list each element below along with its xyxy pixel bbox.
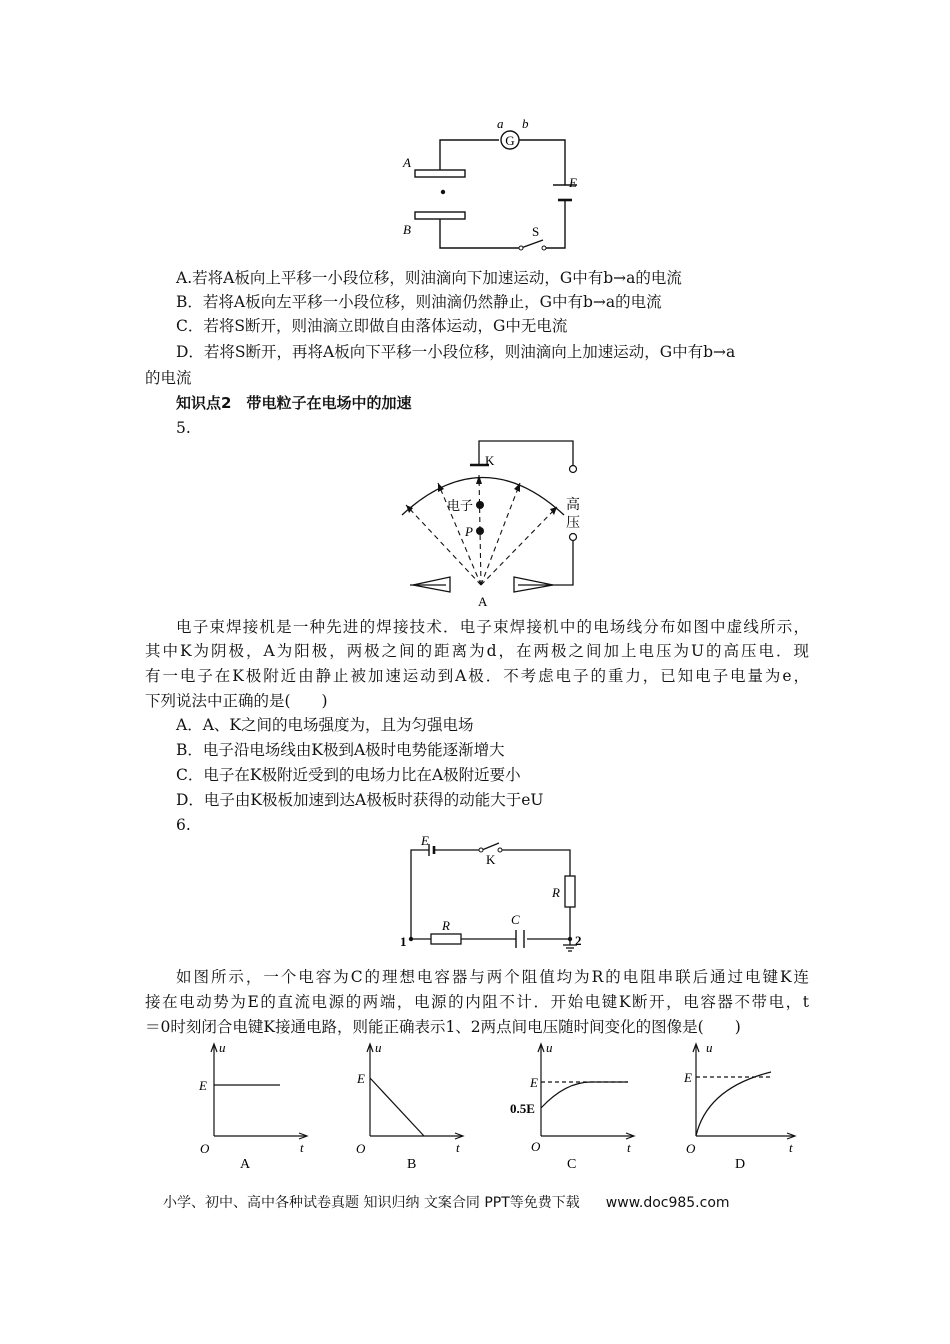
section-heading: 知识点2 带电粒子在电场中的加速 <box>176 394 412 412</box>
graph-d <box>682 1040 807 1175</box>
q4-option-b: B．若将A板向左平移一小段位移，则油滴仍然静止，G中有b→a的电流 <box>176 293 662 311</box>
resistor-bottom-label: R <box>442 918 450 933</box>
graph-d-origin-label: O <box>686 1141 696 1156</box>
graph-d-t-axis-label: t <box>789 1140 793 1155</box>
source-e-label: E <box>569 175 577 190</box>
graph-b-t-axis-label: t <box>456 1140 460 1155</box>
graph-b-u-axis-label: u <box>375 1040 382 1055</box>
resistor-right-label: R <box>552 885 560 900</box>
graph-a <box>196 1040 316 1175</box>
high-voltage-label-1: 高 <box>566 498 580 513</box>
q4-option-d-continued: 的电流 <box>145 369 192 387</box>
graph-a-label: A <box>240 1157 251 1172</box>
q5-stem-line-3: 有一电子在K极附近由静止被加速运动到A极．不考虑电子的重力，已知电子电量为e， <box>145 667 809 685</box>
q6-stem-line-3: ＝0时刻闭合电键K接通电路，则能正确表示1、2两点间电压随时间变化的图像是( ) <box>145 1018 741 1036</box>
emf-e-label: E <box>421 833 429 848</box>
node-2-label: 2 <box>575 933 582 948</box>
anode-a-label: A <box>478 594 488 609</box>
q5-option-a: A．A、K之间的电场强度为，且为匀强电场 <box>176 716 474 734</box>
graph-d-e-tick: E <box>684 1070 692 1085</box>
graph-c-origin-label: O <box>531 1139 541 1154</box>
electron-beam-figure <box>390 435 590 610</box>
plate-a-label: A <box>403 155 411 170</box>
q5-number: 5. <box>176 419 191 437</box>
q5-option-d: D．电子由K极板加速到达A极板时获得的动能大于eU <box>176 791 544 809</box>
footer-text: 小学、初中、高中各种试卷真题 知识归纳 文案合同 PPT等免费下载 <box>163 1195 580 1211</box>
graph-a-origin-label: O <box>200 1141 210 1156</box>
electron-label: 电子 <box>447 498 474 513</box>
graph-c-e-tick: E <box>530 1075 538 1090</box>
cathode-k-label: K <box>485 453 495 468</box>
q5-stem-line-4: 下列说法中正确的是( ) <box>145 692 328 710</box>
graph-c-u-axis-label: u <box>546 1040 553 1055</box>
footer-url[interactable]: www.doc985.com <box>605 1195 730 1211</box>
q5-stem-line-1: 电子束焊接机是一种先进的焊接技术．电子束焊接机中的电场线分布如图中虚线所示， <box>176 618 809 636</box>
point-p-label: P <box>465 524 473 539</box>
graph-d-label: D <box>735 1157 746 1172</box>
graph-b-label: B <box>407 1157 417 1172</box>
graph-b-e-tick: E <box>357 1071 365 1086</box>
galvanometer-label: G <box>505 133 515 148</box>
terminal-a-label: a <box>497 116 504 131</box>
q5-option-b: B．电子沿电场线由K极到A极时电势能逐渐增大 <box>176 741 505 759</box>
graph-d-u-axis-label: u <box>706 1040 713 1055</box>
graph-c <box>510 1040 643 1175</box>
q5-stem-line-2: 其中K为阴极，A为阳极，两极之间的距离为d，在两极之间加上电压为U的高压电．现 <box>145 642 809 660</box>
q4-option-c: C．若将S断开，则油滴立即做自由落体运动，G中无电流 <box>176 317 568 335</box>
terminal-b-label: b <box>522 116 529 131</box>
plate-b-label: B <box>403 222 411 237</box>
key-k-label: K <box>486 852 496 867</box>
q6-stem-line-1: 如图所示，一个电容为C的理想电容器与两个阻值均为R的电阻串联后通过电键K连 <box>176 968 809 986</box>
capacitor-circuit-figure <box>395 110 585 260</box>
node-1-label: 1 <box>400 934 407 949</box>
graph-c-half-e-tick: 0.5E <box>510 1101 535 1116</box>
q4-option-d: D．若将S断开，再将A板向下平移一小段位移，则油滴向上加速运动，G中有b→a <box>176 343 736 361</box>
rc-circuit-figure <box>395 833 595 953</box>
q5-option-c: C．电子在K极附近受到的电场力比在A极附近要小 <box>176 766 521 784</box>
graph-a-u-axis-label: u <box>219 1040 226 1055</box>
switch-s-label: S <box>532 224 540 239</box>
q6-number: 6. <box>176 816 191 834</box>
capacitor-c-label: C <box>511 912 520 927</box>
graph-b <box>352 1040 472 1175</box>
graph-a-t-axis-label: t <box>300 1140 304 1155</box>
graph-a-e-tick: E <box>199 1078 207 1093</box>
graph-c-t-axis-label: t <box>627 1140 631 1155</box>
q6-stem-line-2: 接在电动势为E的直流电源的两端，电源的内阻不计．开始电键K断开，电容器不带电，t <box>145 993 809 1011</box>
graph-b-origin-label: O <box>356 1141 366 1156</box>
q4-option-a: A.若将A板向上平移一小段位移，则油滴向下加速运动，G中有b→a的电流 <box>176 269 682 287</box>
graph-c-label: C <box>567 1157 577 1172</box>
high-voltage-label-2: 压 <box>566 516 580 531</box>
page-footer <box>163 1192 730 1212</box>
